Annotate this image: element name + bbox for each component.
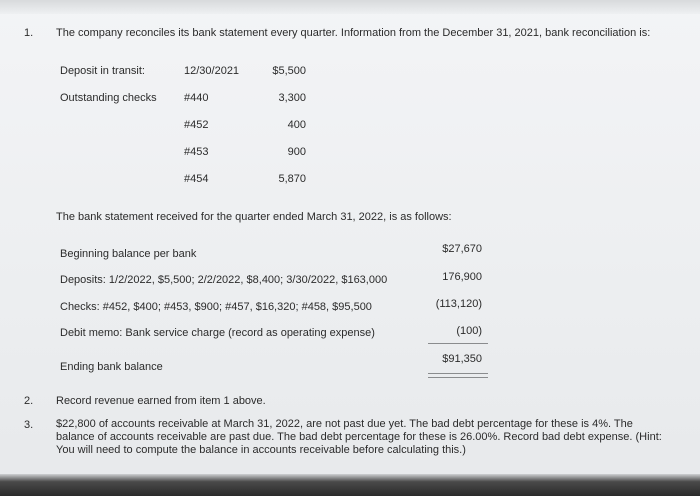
check-number: #452 (184, 119, 209, 131)
item-1-number: 1. (24, 27, 34, 39)
item-3-text: $22,800 of accounts receivable at March 31, 2022, are not past due yet. The bad debt percentage for these is 4%. The balance of accounts receivable are past due. The bad debt percentage for these is 26.00%. Record bad debt expense. (Hint: You will need to compute the balance in accounts receivable before calculating this.) (56, 418, 662, 456)
statement-row-amount: (113,120) (435, 298, 482, 310)
statement-row-amount: $27,670 (442, 243, 482, 255)
statement-row-label: Checks: #452, $400; #453, $900; #457, $16,320; #458, $95,500 (60, 301, 372, 313)
statement-row-label: Ending bank balance (60, 361, 163, 373)
item-2-text: Record revenue earned from item 1 above. (56, 395, 266, 407)
check-amount: 5,870 (278, 173, 306, 185)
check-amount: 3,300 (278, 92, 306, 104)
subtotal-rule (428, 343, 488, 344)
item-3-number: 3. (24, 419, 34, 431)
total-double-rule (428, 373, 488, 378)
item-2-number: 2. (24, 395, 34, 407)
statement-row-label: Debit memo: Bank service charge (record as operating expense) (60, 327, 375, 339)
check-amount: 900 (287, 146, 306, 158)
statement-row-amount: $91,350 (442, 353, 482, 365)
check-number: #454 (184, 173, 209, 185)
item-1-text: The company reconciles its bank statement every quarter. Information from the December 31, 2021, bank reconciliation is: (56, 27, 651, 39)
statement-row-label: Deposits: 1/2/2022, $5,500; 2/2/2022, $8,400; 3/30/2022, $163,000 (60, 274, 388, 286)
outstanding-checks-label: Outstanding checks (60, 92, 157, 104)
check-amount: 400 (287, 119, 306, 131)
deposit-in-transit-label: Deposit in transit: (60, 65, 145, 77)
check-number: #440 (184, 92, 209, 104)
deposit-date: 12/30/2021 (184, 65, 240, 77)
statement-row-amount: 176,900 (442, 271, 482, 283)
check-number: #453 (184, 146, 209, 158)
page-top-edge (0, 0, 700, 14)
statement-row-label: Beginning balance per bank (60, 248, 197, 260)
statement-intro: The bank statement received for the quarter ended March 31, 2022, is as follows: (56, 211, 452, 223)
page-bottom-edge (0, 474, 700, 496)
statement-row-amount: (100) (456, 325, 482, 337)
deposit-amount: $5,500 (272, 65, 306, 77)
